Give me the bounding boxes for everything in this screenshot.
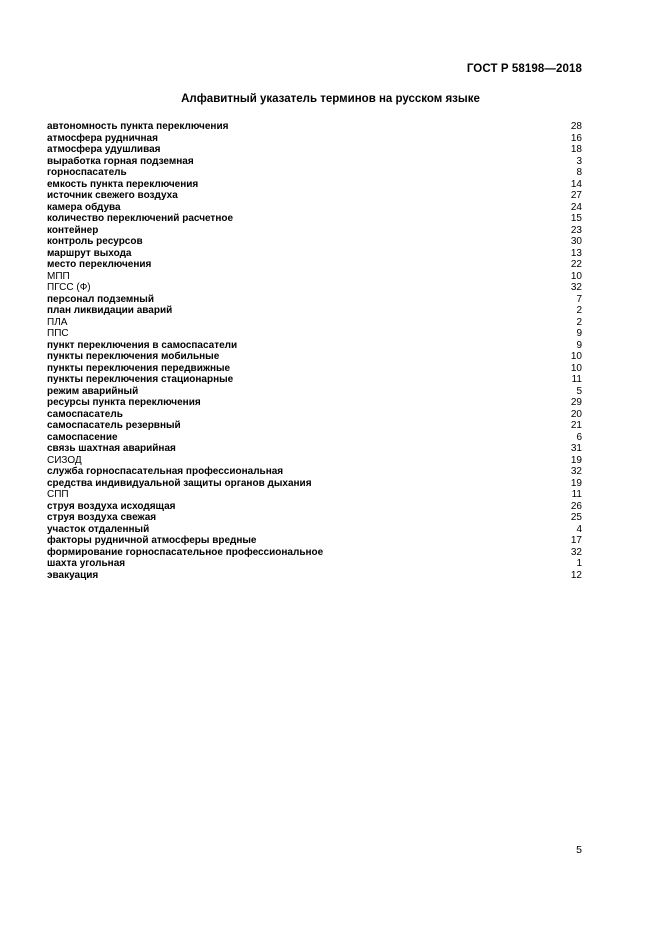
index-term: режим аварийный: [47, 385, 139, 397]
index-page-ref: 25: [570, 512, 582, 523]
index-term: пункты переключения стационарные: [47, 374, 234, 385]
document-id: ГОСТ Р 58198—2018: [466, 63, 582, 75]
index-entry: [47, 397, 582, 409]
index-term: струя воздуха свежая: [47, 512, 157, 523]
index-term: выработка горная подземная: [47, 155, 194, 167]
index-page-ref: 26: [570, 500, 582, 512]
index-page-ref: 20: [570, 408, 582, 420]
index-entry: [47, 259, 582, 271]
index-term: ППС: [47, 328, 69, 339]
index-entry: [47, 524, 582, 536]
index-term: формирование горноспасательное профессиональное: [47, 546, 324, 558]
index-term: средства индивидуальной защиты органов дыхания: [47, 477, 312, 489]
index-entry: [47, 271, 582, 283]
index-page-ref: 31: [570, 443, 582, 454]
index-entry: [47, 133, 582, 145]
index-page-ref: 27: [570, 190, 582, 201]
index-entry: [47, 179, 582, 191]
index-term: автономность пункта переключения: [47, 121, 229, 132]
index-page-ref: 24: [570, 201, 582, 213]
index-page-ref: 10: [570, 362, 582, 374]
index-page-ref: 22: [570, 259, 582, 270]
index-entry: [47, 282, 582, 294]
index-page-ref: 9: [576, 328, 582, 339]
index-term: эвакуация: [47, 569, 99, 581]
index-page-ref: 2: [576, 305, 582, 316]
index-entry: [47, 156, 582, 168]
index-page-ref: 10: [570, 270, 582, 282]
index-entry: [47, 478, 582, 490]
index-entry: [47, 121, 582, 133]
index-entry: [47, 236, 582, 248]
index-entry: [47, 489, 582, 501]
index-entry: [47, 317, 582, 329]
index-term: пункты переключения передвижные: [47, 362, 231, 374]
index-term: горноспасатель: [47, 167, 127, 178]
index-page-ref: 8: [576, 167, 582, 178]
index-page-ref: 12: [570, 569, 582, 581]
index-page-ref: 10: [570, 351, 582, 362]
index-entry: [47, 202, 582, 214]
index-term: место переключения: [47, 259, 152, 270]
index-term: служба горноспасательная профессиональная: [47, 466, 284, 477]
index-entry: [47, 535, 582, 547]
index-entry: [47, 374, 582, 386]
index-page-ref: 29: [570, 397, 582, 408]
index-page-ref: 6: [576, 431, 582, 443]
index-term: пункт переключения в самоспасатели: [47, 339, 238, 351]
index-entry: [47, 455, 582, 467]
index-title: Алфавитный указатель терминов на русском языке: [181, 93, 480, 105]
index-term: самоспасение: [47, 431, 118, 443]
index-term: самоспасатель: [47, 408, 123, 420]
index-page-ref: 32: [570, 466, 582, 477]
index-entry: [47, 167, 582, 179]
index-term: факторы рудничной атмосферы вредные: [47, 535, 257, 546]
index-page-ref: 23: [570, 224, 582, 236]
index-term: контейнер: [47, 224, 99, 236]
index-entry: [47, 294, 582, 306]
index-page-ref: 30: [570, 236, 582, 247]
index-term: атмосфера рудничная: [47, 132, 158, 144]
index-entry: [47, 501, 582, 513]
index-term: шахта угольная: [47, 558, 126, 569]
index-entry: [47, 443, 582, 455]
index-entry: [47, 351, 582, 363]
index-entry: [47, 466, 582, 478]
index-page-ref: 14: [570, 178, 582, 190]
index-page-ref: 32: [570, 282, 582, 293]
index-term: камера обдува: [47, 201, 121, 213]
term-index-list: [47, 121, 582, 581]
index-page-ref: 32: [570, 546, 582, 558]
index-entry: [47, 363, 582, 375]
index-term: контроль ресурсов: [47, 236, 143, 247]
index-entry: [47, 420, 582, 432]
index-entry: [47, 225, 582, 237]
index-page-ref: 16: [570, 132, 582, 144]
index-entry: [47, 570, 582, 582]
index-entry: [47, 558, 582, 570]
index-entry: [47, 409, 582, 421]
index-page-ref: 18: [570, 144, 582, 155]
index-term: источник свежего воздуха: [47, 190, 178, 201]
index-entry: [47, 144, 582, 156]
index-term: план ликвидации аварий: [47, 305, 173, 316]
index-term: ПГСС (Ф): [47, 282, 91, 293]
page-number: 5: [576, 844, 582, 856]
index-term: персонал подземный: [47, 293, 154, 305]
index-page-ref: 17: [570, 535, 582, 546]
index-page-ref: 28: [570, 121, 582, 132]
index-term: МПП: [47, 270, 70, 282]
index-term: маршрут выхода: [47, 247, 132, 259]
index-page-ref: 7: [576, 293, 582, 305]
index-entry: [47, 248, 582, 260]
index-entry: [47, 340, 582, 352]
index-entry: [47, 386, 582, 398]
index-page-ref: 3: [576, 155, 582, 167]
index-page-ref: 19: [570, 477, 582, 489]
index-page-ref: 5: [576, 385, 582, 397]
index-term: количество переключений расчетное: [47, 213, 234, 224]
index-page-ref: 11: [571, 489, 582, 500]
index-term: струя воздуха исходящая: [47, 500, 176, 512]
index-term: пункты переключения мобильные: [47, 351, 220, 362]
index-page-ref: 19: [570, 454, 582, 466]
index-entry: [47, 190, 582, 202]
index-page-ref: 1: [576, 558, 582, 569]
index-page-ref: 4: [576, 523, 582, 535]
index-page-ref: 15: [570, 213, 582, 224]
index-page-ref: 21: [570, 420, 582, 431]
index-entry: [47, 213, 582, 225]
index-page-ref: 11: [571, 374, 582, 385]
index-page-ref: 13: [570, 247, 582, 259]
index-entry: [47, 512, 582, 524]
index-page-ref: 2: [576, 316, 582, 328]
index-entry: [47, 328, 582, 340]
index-term: СПП: [47, 489, 69, 500]
index-term: емкость пункта переключения: [47, 178, 199, 190]
index-entry: [47, 432, 582, 444]
index-term: ПЛА: [47, 316, 68, 328]
index-term: атмосфера удушливая: [47, 144, 161, 155]
index-term: связь шахтная аварийная: [47, 443, 176, 454]
index-page-ref: 9: [576, 339, 582, 351]
index-term: участок отдаленный: [47, 523, 150, 535]
index-entry: [47, 547, 582, 559]
index-term: ресурсы пункта переключения: [47, 397, 201, 408]
index-term: самоспасатель резервный: [47, 420, 181, 431]
index-term: СИЗОД: [47, 454, 82, 466]
index-entry: [47, 305, 582, 317]
